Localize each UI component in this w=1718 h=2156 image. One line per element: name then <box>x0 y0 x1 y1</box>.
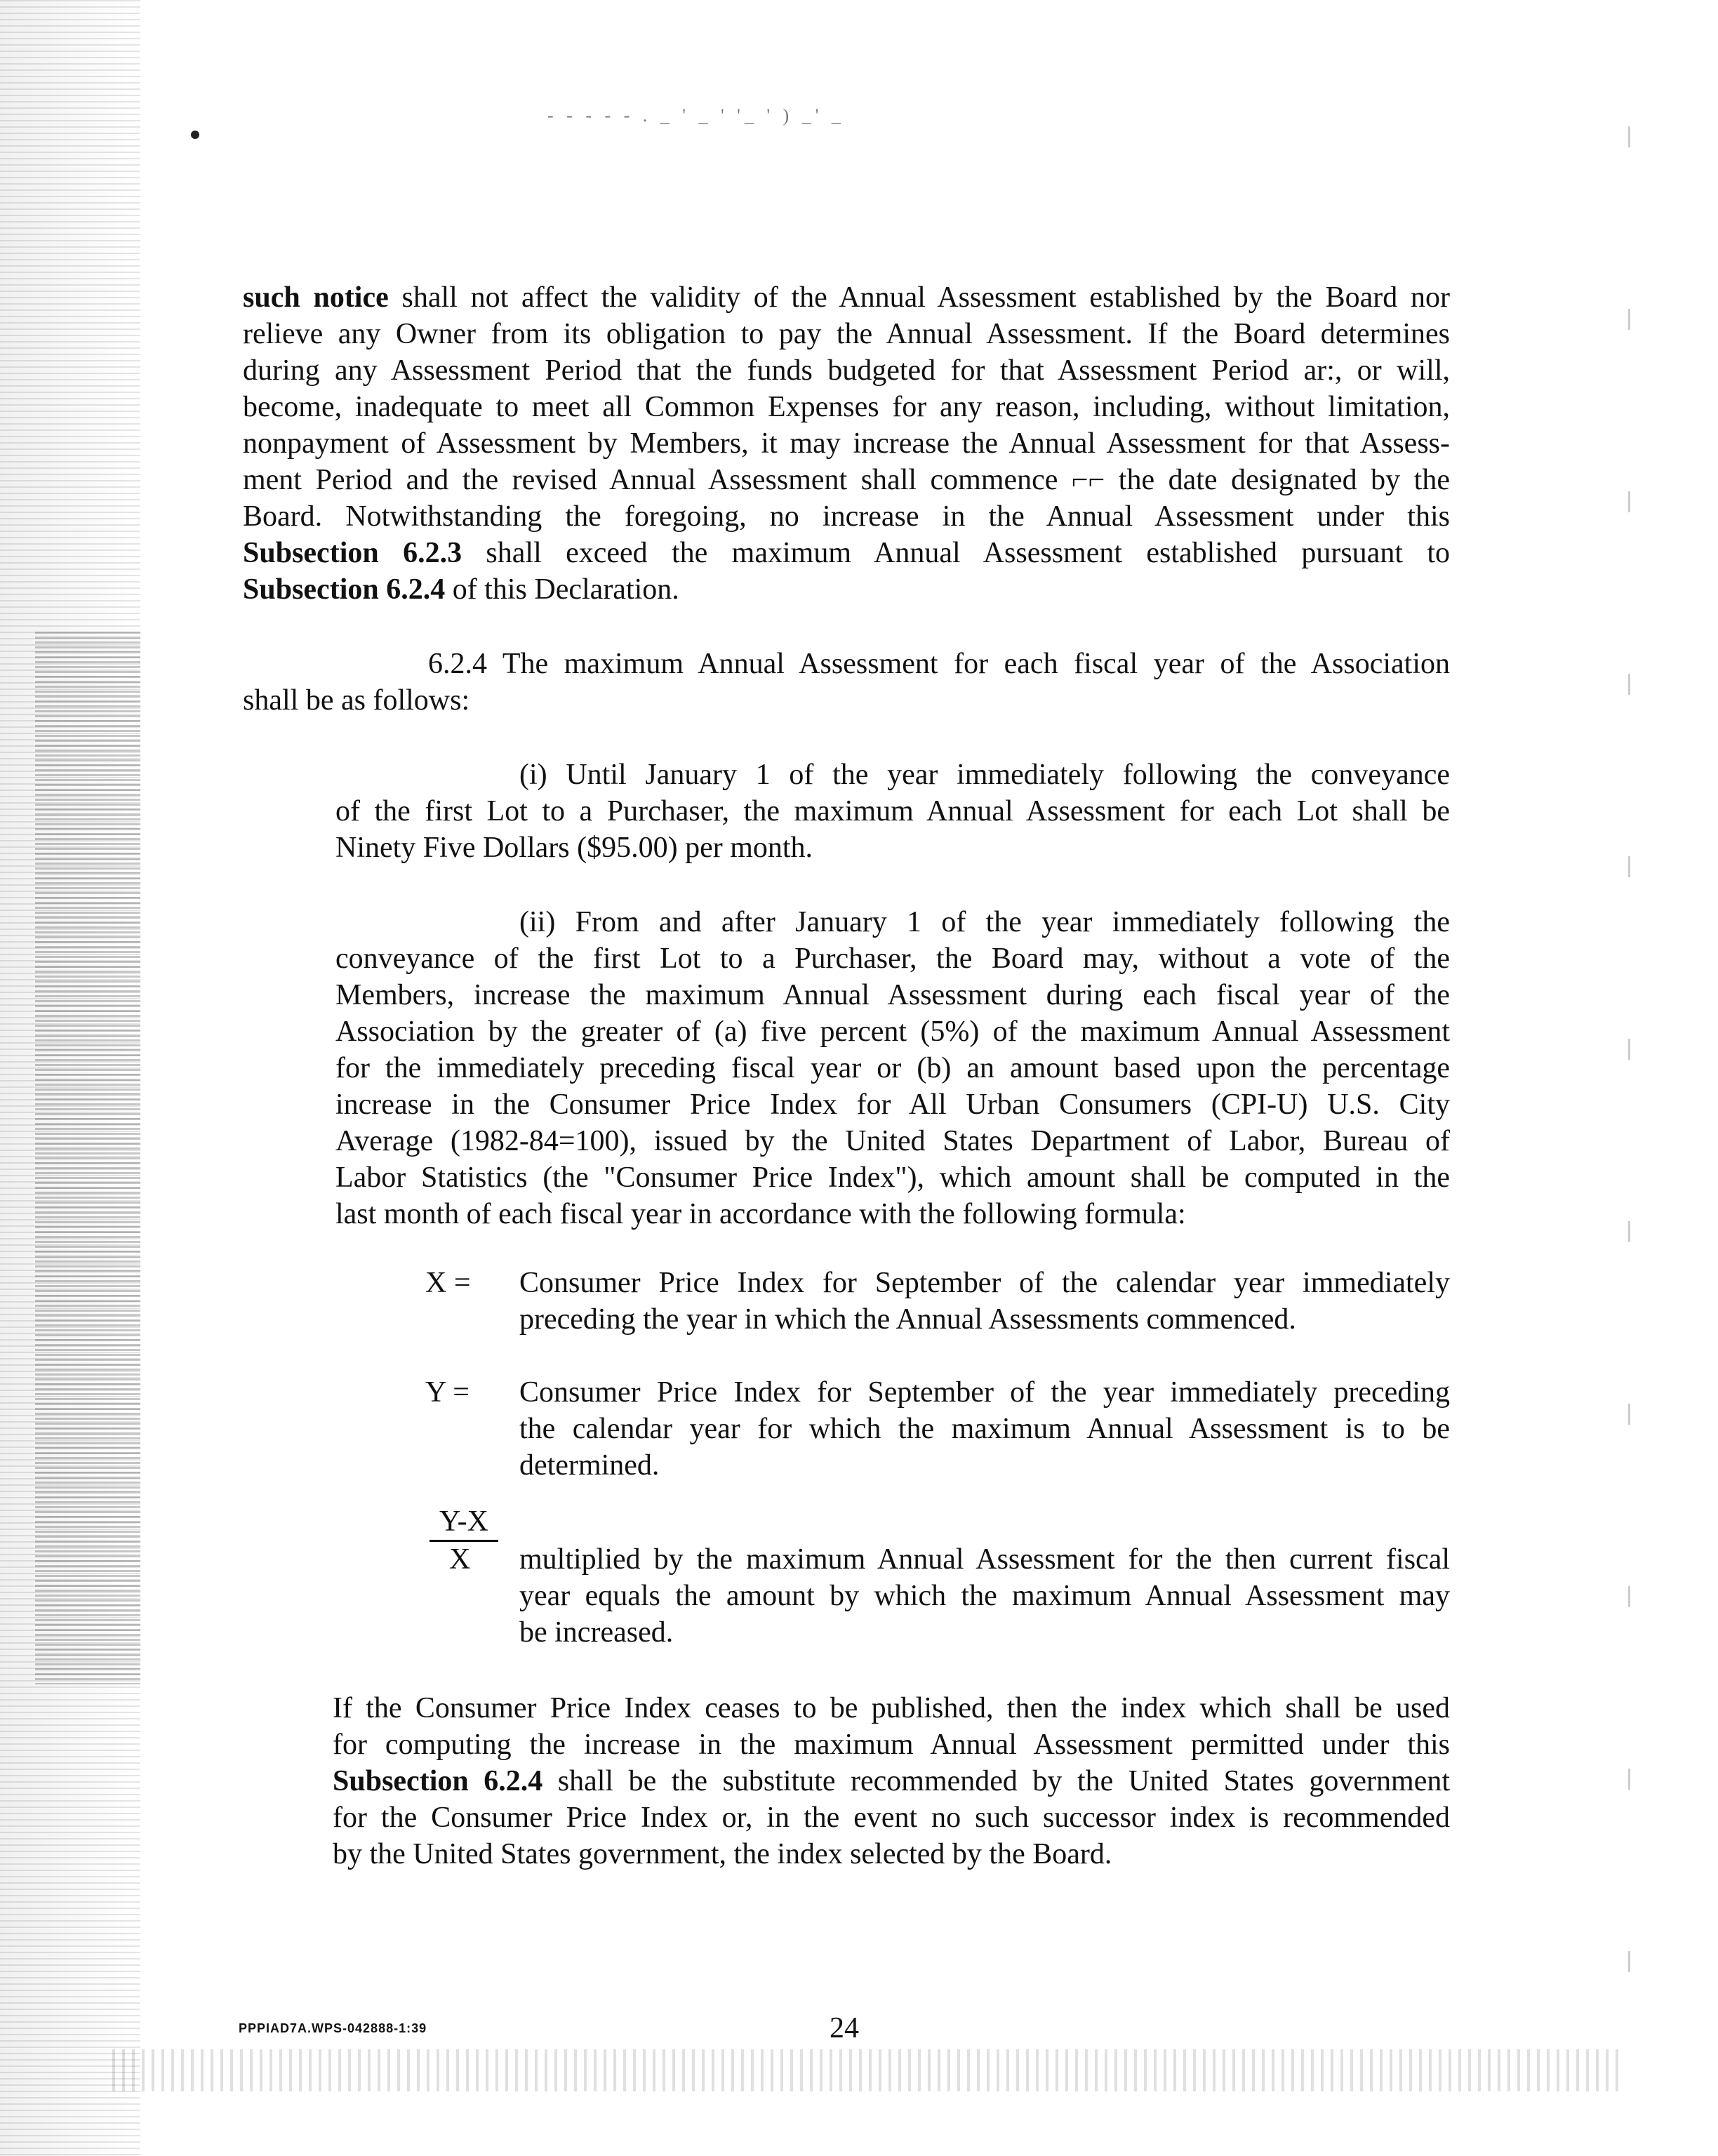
fraction-denominator: X <box>449 1543 471 1576</box>
para1-line3: during any Assessment Period that the funds budgeted for that Assessment Period ar:, or will, <box>243 354 1450 387</box>
formula-f-line3: be increased. <box>519 1616 674 1649</box>
item-ii-line8: Labor Statistics (the "Consumer Price Index"), which amount shall be computed in the <box>335 1162 1450 1194</box>
final-para-line3-text: shall be the substitute recommended by the United States government <box>542 1765 1451 1797</box>
para1-line9-text: of this Declaration. <box>445 573 679 606</box>
page-number: 24 <box>830 2012 859 2044</box>
para1-line7: Board. Notwithstanding the foregoing, no increase in the Annual Assessment under this <box>243 500 1450 533</box>
item-ii-line4: Association by the greater of (a) five percent (5%) of the maximum Annual Assessment <box>335 1016 1450 1048</box>
para1-line9 <box>243 571 679 608</box>
final-para-line2: for computing the increase in the maximum Annual Assessment permitted under this <box>333 1729 1450 1761</box>
item-ii-line5: for the immediately preceding fiscal year or (b) an amount based upon the percentage <box>335 1052 1450 1084</box>
item-ii-line6: increase in the Consumer Price Index for All Urban Consumers (CPI-U) U.S. City <box>335 1089 1450 1121</box>
final-para-line1: If the Consumer Price Index ceases to be published, then the index which shall be used <box>333 1692 1450 1724</box>
formula-x-line2: preceding the year in which the Annual Assessments commenced. <box>519 1303 1296 1336</box>
bold-phrase: such notice <box>243 281 389 314</box>
formula-y-label: Y = <box>425 1376 470 1409</box>
para1-line1-text: shall not affect the validity of the Annual Assessment established by the Board nor <box>401 281 1451 314</box>
para1-line8-text: shall exceed the maximum Annual Assessment established pursuant to <box>462 537 1451 569</box>
para1-line4: become, inadequate to meet all Common Expenses for any reason, including, without limitation, <box>243 391 1450 423</box>
formula-f-line2: year equals the amount by which the maximum Annual Assessment may <box>519 1580 1450 1612</box>
para1-line5: nonpayment of Assessment by Members, it may increase the Annual Assessment for that Assess- <box>243 427 1450 460</box>
formula-x-line1: Consumer Price Index for September of the calendar year immediately <box>519 1267 1450 1299</box>
item-i-line2: of the first Lot to a Purchaser, the maximum Annual Assessment for each Lot shall be <box>335 795 1450 827</box>
final-para-line3 <box>333 1763 1450 1799</box>
subsection-ref: Subsection 6.2.4 <box>333 1765 543 1797</box>
item-ii-line2: conveyance of the first Lot to a Purchaser, the Board may, without a vote of the <box>335 943 1450 975</box>
formula-f-line1: multiplied by the maximum Annual Assessment for the then current fiscal <box>519 1543 1450 1576</box>
section-624-line2: shall be as follows: <box>243 684 470 717</box>
item-i-line1: (i) Until January 1 of the year immediately following the conveyance <box>519 759 1450 791</box>
formula-y-line2: the calendar year for which the maximum Annual Assessment is to be <box>519 1413 1450 1445</box>
bullet-mark <box>191 131 199 139</box>
header-noise: - - - - - . _ ' _ ' '_ ' ) _' _ <box>547 105 845 126</box>
scan-edge-band-artifact <box>35 632 140 1684</box>
final-para-line4: for the Consumer Price Index or, in the event no such successor index is recommended <box>333 1802 1450 1834</box>
item-ii-line1: (ii) From and after January 1 of the year immediately following the <box>519 906 1450 938</box>
fraction-numerator: Y-X <box>429 1503 498 1542</box>
para1-line1 <box>243 279 1450 316</box>
final-para-line5: by the United States government, the index selected by the Board. <box>333 1838 1112 1870</box>
section-624-line1: 6.2.4 The maximum Annual Assessment for each fiscal year of the Association <box>428 648 1450 680</box>
right-margin-artifact <box>1628 126 1630 2021</box>
formula-y-line1: Consumer Price Index for September of the year immediately preceding <box>519 1376 1450 1409</box>
item-ii-line9: last month of each fiscal year in accordance with the following formula: <box>335 1198 1186 1230</box>
formula-y-line3: determined. <box>519 1449 660 1482</box>
document-code: PPPIAD7A.WPS-042888-1:39 <box>239 2021 427 2035</box>
para1-line8 <box>243 535 1450 571</box>
item-ii-line3: Members, increase the maximum Annual Assessment during each fiscal year of the <box>335 979 1450 1011</box>
subsection-ref: Subsection 6.2.4 <box>243 573 446 606</box>
bottom-scan-artifact <box>112 2049 1621 2091</box>
item-ii-line7: Average (1982-84=100), issued by the United States Department of Labor, Bureau of <box>335 1125 1450 1157</box>
para1-line2: relieve any Owner from its obligation to pay the Annual Assessment. If the Board determines <box>243 318 1450 350</box>
para1-line6: ment Period and the revised Annual Assessment shall commence ⌐⌐ the date designated by the <box>243 464 1450 496</box>
item-i-line3: Ninety Five Dollars ($95.00) per month. <box>335 832 813 864</box>
subsection-ref: Subsection 6.2.3 <box>243 537 462 569</box>
formula-x-label: X = <box>425 1267 471 1299</box>
